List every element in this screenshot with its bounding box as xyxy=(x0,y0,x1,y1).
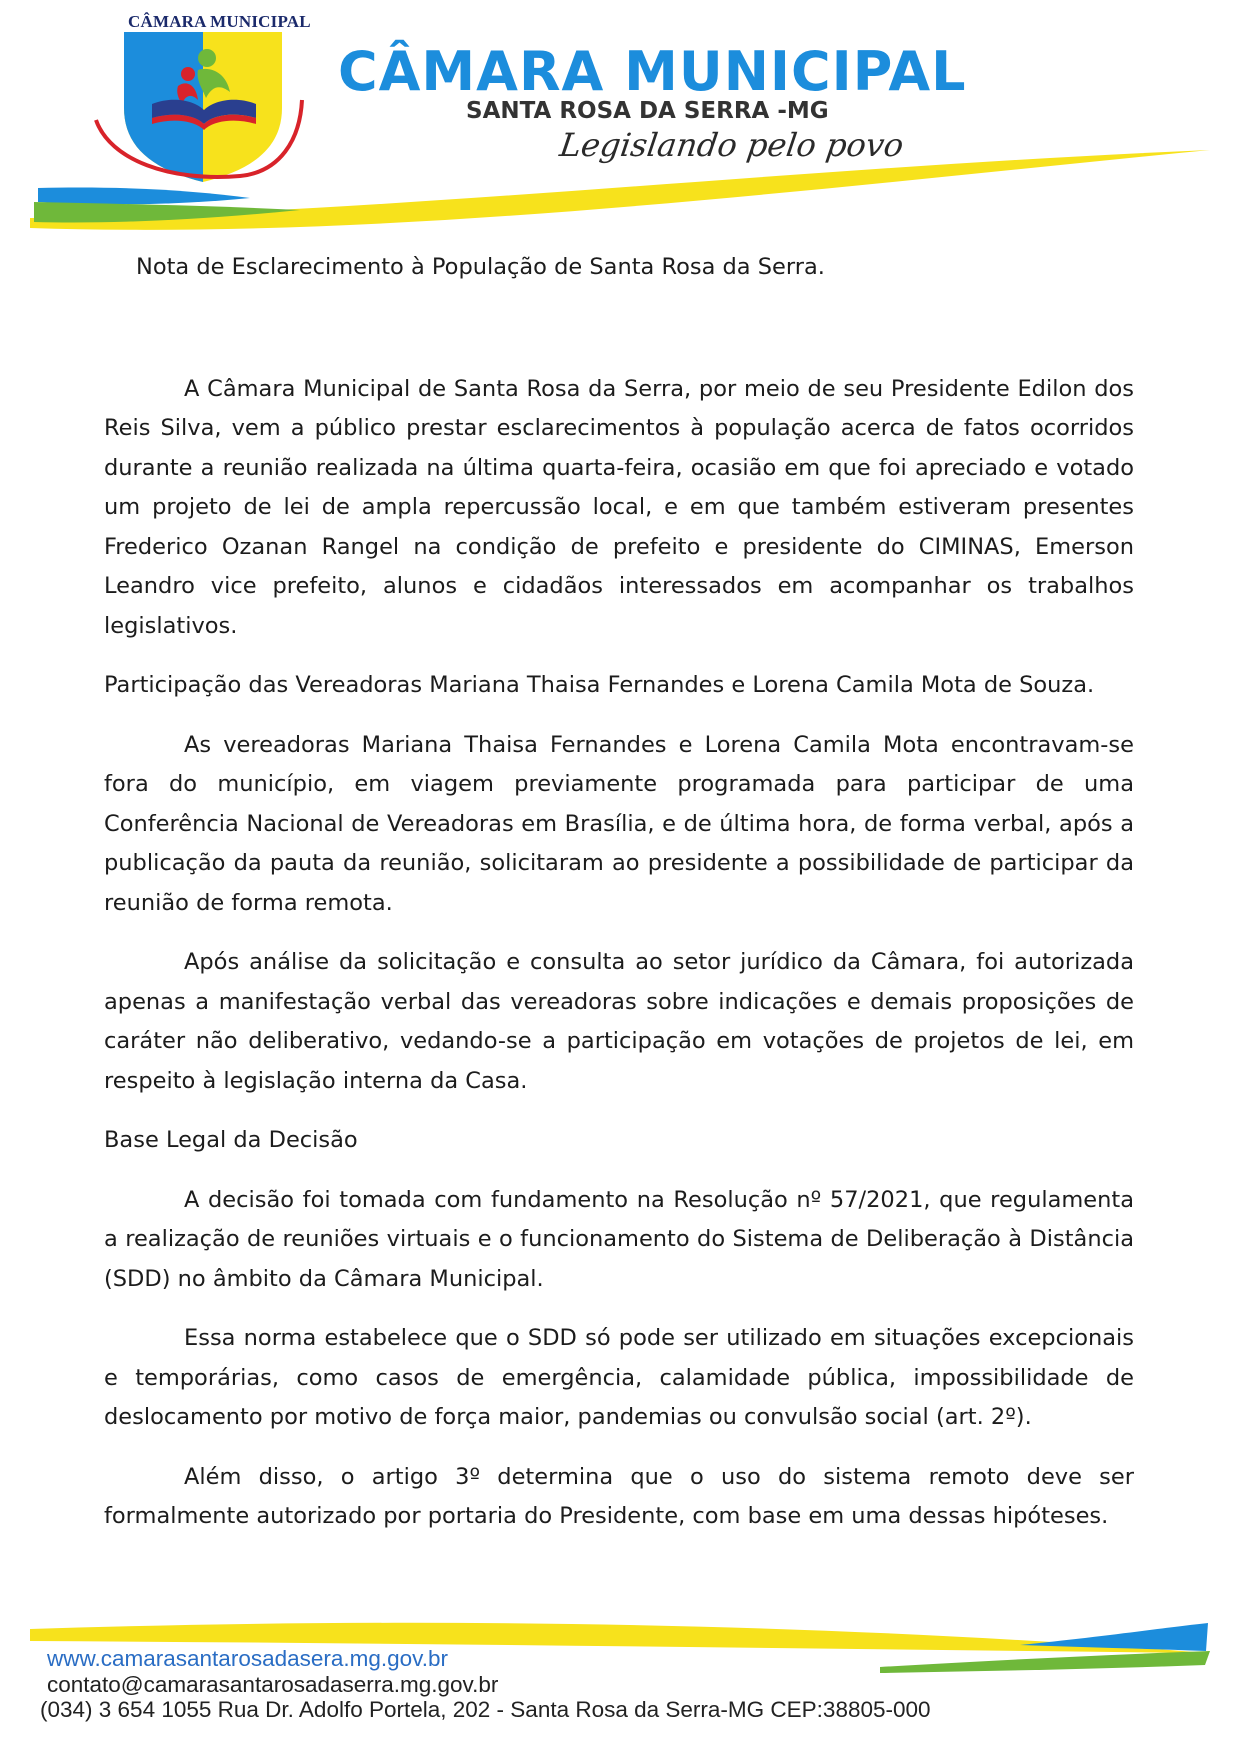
footer-address: (034) 3 654 1055 Rua Dr. Adolfo Portela, 202 - Santa Rosa da Serra-MG CEP:38805-000 xyxy=(40,1697,931,1722)
chamber-title: CÂMARA MUNICIPAL xyxy=(338,40,967,103)
paragraph-intro: A Câmara Municipal de Santa Rosa da Serra, por meio de seu Presidente Edilon dos Reis Silva, vem a público prestar esclarecimentos à população acerca de fatos ocorridos durante a reunião realizada na última quarta-feira, ocasião em que foi apreciado e votado um projeto de lei de ampla repercussão local, e em que também estiveram presentes Frederico Ozanan Rangel na condição de prefeito e presidente do CIMINAS, Emerson Leandro vice prefeito, alunos e cidadãos interessados em acompanhar os trabalhos legislativos. xyxy=(104,375,1134,639)
footer-swoosh-green xyxy=(880,1651,1210,1673)
document-title: Nota de Esclarecimento à População de Santa Rosa da Serra. xyxy=(136,254,825,280)
section-heading-participation: Participação das Vereadoras Mariana Thaisa Fernandes e Lorena Camila Mota de Souza. xyxy=(104,672,1095,698)
footer-email-link[interactable]: contato@camarasantarosadaserra.mg.gov.br xyxy=(47,1672,499,1697)
paragraph-norm: Essa norma estabelece que o SDD só pode ser utilizado em situações excepcionais e temporárias, como casos de emergência, calamidade pública, impossibilidade de deslocamento por motivo de força maior, pandemias ou convulsão social (art. 2º). xyxy=(104,1325,1134,1430)
section-heading-legal-basis: Base Legal da Decisão xyxy=(104,1127,358,1153)
seal-title: CÂMARA MUNICIPAL xyxy=(128,12,311,31)
footer-website-link[interactable]: www.camarasantarosadasera.mg.gov.br xyxy=(47,1646,449,1671)
paragraph-travel: As vereadoras Mariana Thaisa Fernandes e Lorena Camila Mota encontravam-se fora do município, em viagem previamente programada para participar de uma Conferência Nacional de Vereadoras em Brasília, e de última hora, de forma verbal, após a publicação da pauta da reunião, solicitaram ao presidente a possibilidade de participar da reunião de forma remota. xyxy=(104,731,1134,916)
slogan: Legislando pelo povo xyxy=(557,126,907,164)
letterhead-header xyxy=(0,0,1241,245)
paragraph-article-3: Além disso, o artigo 3º determina que o uso do sistema remoto deve ser formalmente autorizado por portaria do Presidente, com base em uma dessas hipóteses. xyxy=(104,1463,1134,1529)
document-body xyxy=(104,248,1134,1537)
city-subtitle: SANTA ROSA DA SERRA -MG xyxy=(466,98,829,124)
paragraph-resolution: A decisão foi tomada com fundamento na Resolução nº 57/2021, que regulamenta a realização de reuniões virtuais e o funcionamento do Sistema de Deliberação à Distância (SDD) no âmbito da Câmara Municipal. xyxy=(104,1186,1134,1292)
paragraph-decision: Após análise da solicitação e consulta ao setor jurídico da Câmara, foi autorizada apenas a manifestação verbal das vereadoras sobre indicações e demais proposições de caráter não deliberativo, vedando-se a participação em votações de projetos de lei, em respeito à legislação interna da Casa. xyxy=(104,949,1134,1094)
header-swoosh-blue xyxy=(38,187,250,204)
letterhead-footer xyxy=(0,1615,1241,1755)
seal-shield xyxy=(124,32,282,182)
